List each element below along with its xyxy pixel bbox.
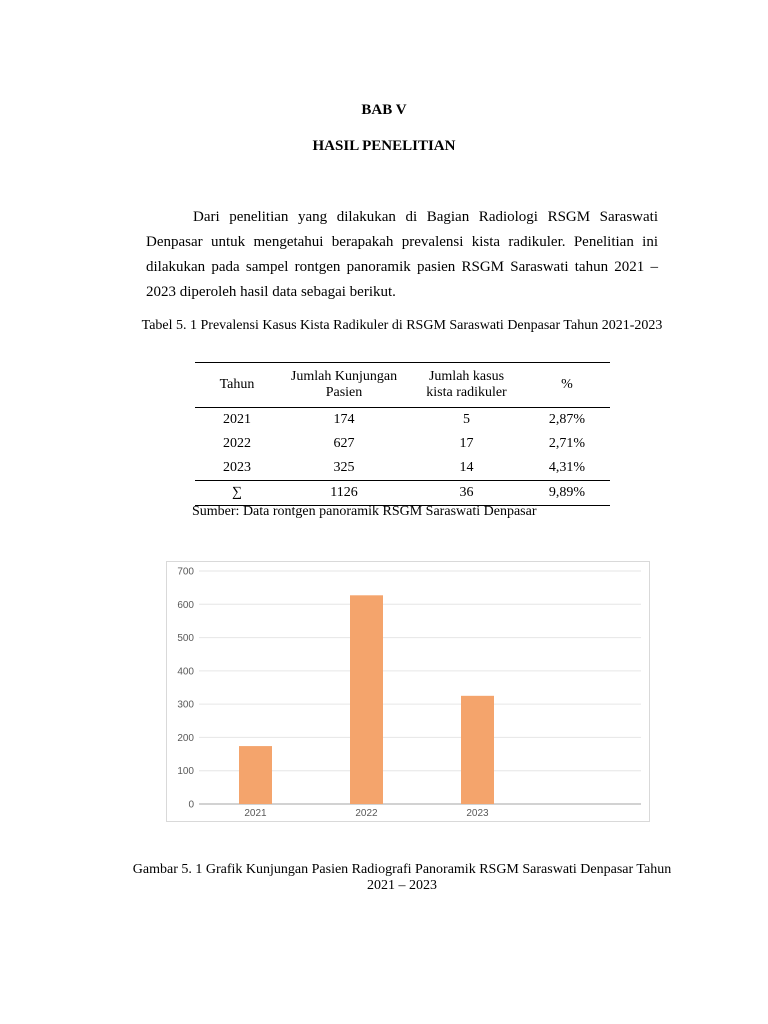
y-tick-label: 100 — [177, 766, 194, 778]
chart-canvas — [167, 562, 651, 823]
header-year: Tahun — [195, 363, 279, 408]
cell-percent: 2,71% — [548, 436, 586, 451]
table-row — [195, 408, 610, 433]
cell-visits: 627 — [333, 436, 355, 451]
cell-year: 2022 — [223, 436, 251, 451]
cell-percent: 2,87% — [548, 412, 586, 427]
cell-year: 2021 — [223, 412, 251, 427]
x-tick-label: 2023 — [466, 808, 489, 819]
table-row — [195, 456, 610, 481]
total-cases: 36 — [409, 481, 524, 506]
header-visits-line2: Pasien — [325, 385, 363, 400]
total-percent: 9,89% — [524, 481, 610, 506]
bar-2021 — [239, 746, 272, 804]
y-tick-label: 400 — [177, 666, 194, 678]
bar-chart — [166, 561, 650, 822]
table-row — [195, 432, 610, 456]
y-tick-label: 200 — [177, 732, 194, 744]
cell-visits: 174 — [333, 412, 355, 427]
header-percent: % — [524, 363, 610, 408]
x-tick-label: 2022 — [355, 808, 378, 819]
header-cases-line1: Jumlah kasus — [428, 369, 505, 384]
table-total-row — [195, 481, 610, 506]
header-cases — [409, 363, 524, 408]
header-visits-line1: Jumlah Kunjungan — [290, 369, 398, 384]
cell-visits: 325 — [333, 460, 355, 475]
total-visits: 1126 — [279, 481, 409, 506]
bar-2022 — [350, 595, 383, 804]
cell-year: 2023 — [223, 460, 251, 475]
header-visits — [279, 363, 409, 408]
prevalence-table — [195, 362, 610, 506]
header-cases-line2: kista radikuler — [426, 385, 507, 400]
chapter-label: BAB V — [361, 102, 407, 118]
figure-caption: Gambar 5. 1 Grafik Kunjungan Pasien Radiografi Panoramik RSGM Saraswati Denpasar Tahun 2021 – 2023 — [132, 862, 672, 893]
cell-cases: 5 — [463, 412, 470, 427]
y-tick-label: 600 — [177, 599, 194, 611]
bar-2023 — [461, 696, 494, 804]
y-tick-label: 500 — [177, 633, 194, 645]
chapter-title: HASIL PENELITIAN — [312, 138, 456, 154]
x-tick-label: 2021 — [244, 808, 267, 819]
table-header-row — [195, 363, 610, 408]
y-tick-label: 300 — [177, 699, 194, 711]
intro-paragraph: Dari penelitian yang dilakukan di Bagian Radiologi RSGM Saraswati Denpasar untuk mengetahui berapakah prevalensi kista radikuler. Penelitian ini dilakukan pada sampel rontgen panoramik pasien RSGM Saraswati tahun 2021 – 2023 diperoleh hasil data sebagai berikut. — [146, 209, 658, 300]
table-caption: Tabel 5. 1 Prevalensi Kasus Kista Radikuler di RSGM Saraswati Denpasar Tahun 2021-2023 — [141, 318, 663, 333]
table-source: Sumber: Data rontgen panoramik RSGM Saraswati Denpasar — [192, 504, 537, 519]
cell-cases: 17 — [459, 436, 474, 451]
cell-percent: 4,31% — [548, 460, 586, 475]
y-tick-label: 700 — [177, 566, 194, 578]
y-tick-label: 0 — [188, 799, 194, 811]
total-symbol: ∑ — [195, 481, 279, 506]
cell-cases: 14 — [459, 460, 474, 475]
